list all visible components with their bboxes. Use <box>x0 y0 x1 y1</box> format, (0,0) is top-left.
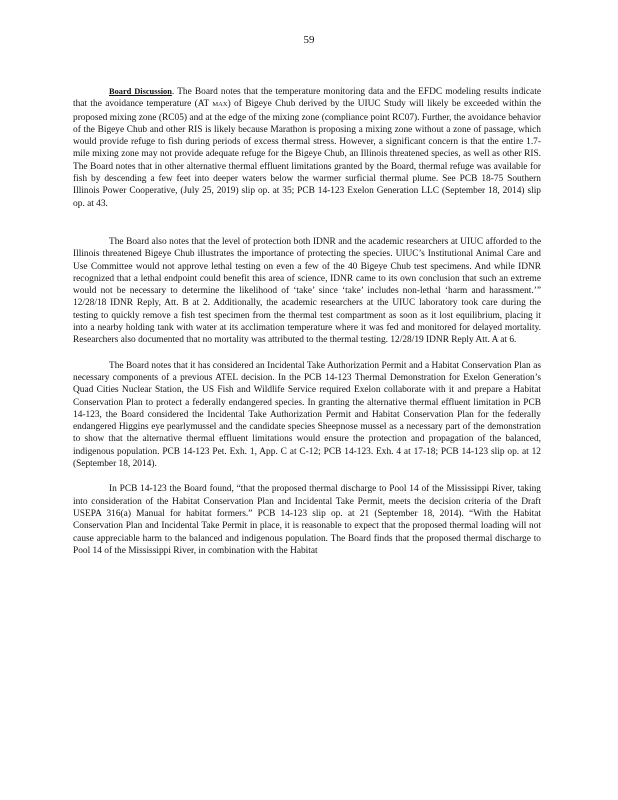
document-body <box>73 86 541 557</box>
paragraph-text: ) of Bigeye Chub derived by the UIUC Study will likely be exceeded within the proposed mixing zone (RC05) and at the edge of the mixing zone (compliance point RC07). Further, the avoidance behavior of the Bigeye Chub and other RIS is likely because Marathon is proposing a mixing zone without a zone of passage, which would provide refuge to fish during periods of excess thermal stress. However, a significant concern is that the entire 1.7-mile mixing zone may not provide adequate refuge for the Bigeye Chub, an Illinois threatened species, as well as other RIS. The Board notes that in other alternative thermal effluent limitations granted by the Board, thermal refuge was available for fish by descending a few feet into deeper waters below the warmer surficial thermal plume. See PCB 18-75 Southern Illinois Power Cooperative, (July 25, 2019) slip op. at 35; PCB 14-123 Exelon Generation LLC (September 18, 2014) slip op. at 43. <box>73 99 541 209</box>
paragraph-text: . The Board notes that the temperature monitoring data and the EFDC modeling results indicate that the avoidance temperature (AT <box>73 87 541 110</box>
paragraph-protection-level: The Board also notes that the level of protection both IDNR and the academic researchers at UIUC afforded to the Illinois threatened Bigeye Chub illustrates the importance of protecting the species. UIUC’s Institutional Animal Care and Use Committee would not approve lethal testing on even a few of the 40 Bigeye Chub test specimens. And while IDNR recognized that a lethal endpoint could benefit this area of science, IDNR came to its own conclusion that such an extreme would not be necessary to determine the likelihood of ‘take’ since ‘take’ includes non-lethal ‘harm and harassment.’” 12/28/18 IDNR Reply, Att. B at 2. Additionally, the academic researchers at the UIUC laboratory took care during the testing to quickly remove a fish test specimen from the thermal test compartment as soon as it lost equilibrium, placing it into a nearby holding tank with water at its acclimation temperature where it was fed and monitored for delayed mortality. Researchers also documented that no mortality was attributed to the thermal testing. 12/28/19 IDNR Reply Att. A at 6. <box>73 236 541 346</box>
paragraph-incidental-take: The Board notes that it has considered an Incidental Take Authorization Permit and a Habitat Conservation Plan as necessary components of a previous ATEL decision. In the PCB 14-123 Thermal Demonstration for Exelon Generation’s Quad Cities Nuclear Station, the US Fish and Wildlife Service required Exelon collaborate with it and prepare a Habitat Conservation Plan to protect a federally endangered species. In granting the alternative thermal effluent limitation in PCB 14-123, the Board considered the Incidental Take Authorization Permit and Habitat Conservation Plan for the federally endangered Higgins eye pearlymussel and the candidate species Sheepnose mussel as a necessary part of the demonstration to show that the alternative thermal effluent limitations would ensure the protection and propagation of the balanced, indigenous population. PCB 14-123 Pet. Exh. 1, App. C at C-12; PCB 14-123. Exh. 4 at 17-18; PCB 14-123 slip op. at 12 (September 18, 2014). <box>73 360 541 470</box>
page-number: 59 <box>303 34 315 46</box>
paragraph-board-discussion <box>73 86 541 210</box>
subscript-max: MAX <box>212 101 228 109</box>
paragraph-pcb-finding: In PCB 14-123 the Board found, “that the proposed thermal discharge to Pool 14 of the Mississippi River, taking into consideration of the Habitat Conservation Plan and Incidental Take Permit, meets the decision criteria of the Draft USEPA 316(a) Manual for habitat formers.” PCB 14-123 slip op. at 21 (September 18, 2014). “With the Habitat Conservation Plan and Incidental Take Permit in place, it is reasonable to expect that the proposed thermal loading will not cause appreciable harm to the balanced and indigenous population. The Board finds that the proposed thermal discharge to Pool 14 of the Mississippi River, in combination with the Habitat <box>73 484 541 556</box>
section-heading: Board Discussion <box>109 87 172 96</box>
